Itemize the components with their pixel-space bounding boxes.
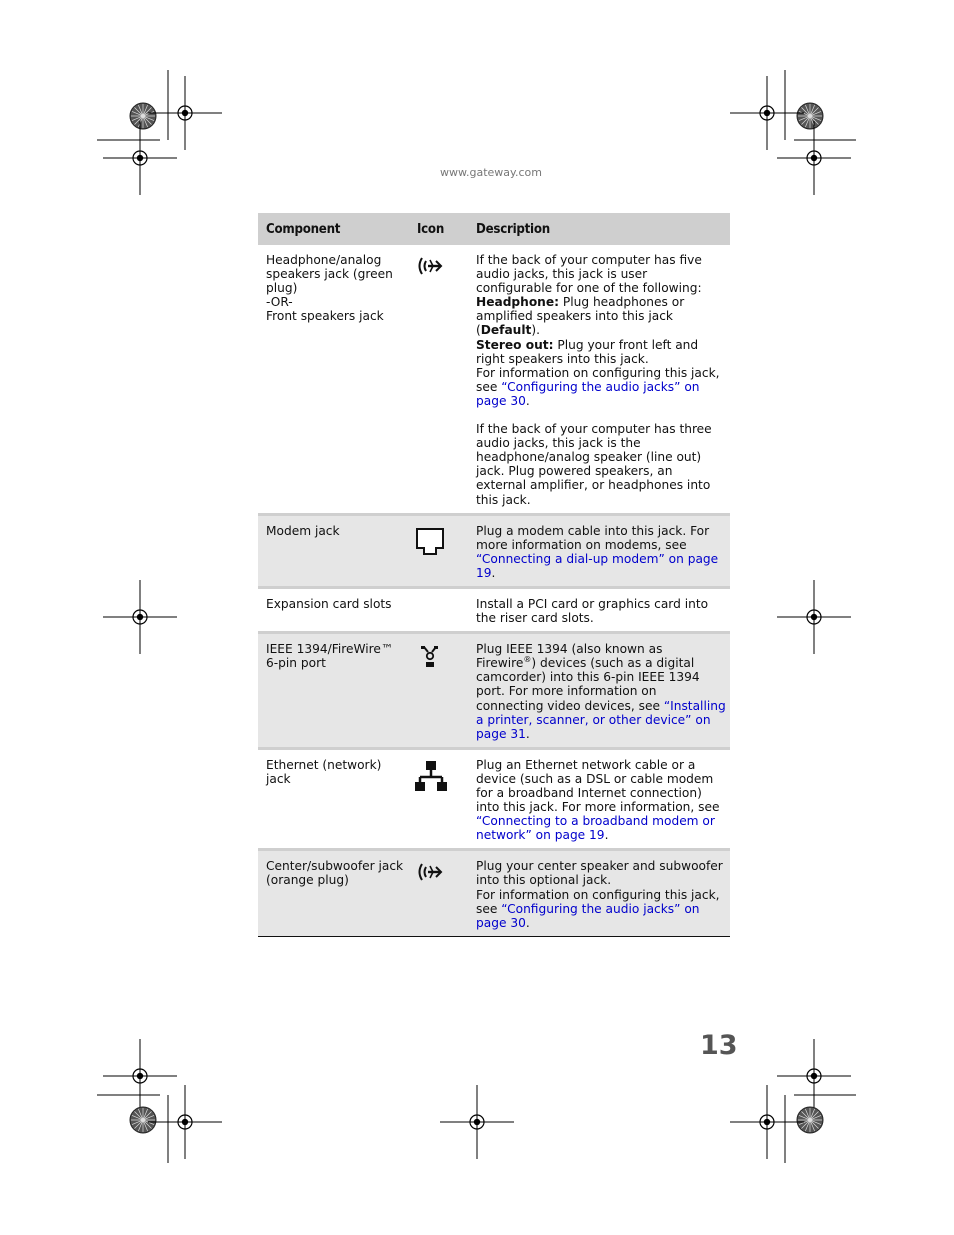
audio-jack-icon xyxy=(415,861,445,883)
table-row xyxy=(258,587,730,632)
description-text: . xyxy=(525,393,530,408)
description-text: ) devices (such as a digital camcorder) into this 6-pin IEEE 1394 port. For more information on connecting video devices, see xyxy=(476,656,700,713)
table-row xyxy=(258,633,730,749)
component-text: Front speakers jack xyxy=(266,309,384,324)
header-icon: Icon xyxy=(409,213,468,245)
firewire-icon xyxy=(415,644,445,670)
component-cell: IEEE 1394/FireWire™ 6-pin port xyxy=(258,633,409,749)
description-cell xyxy=(468,633,730,749)
component-cell: Modem jack xyxy=(258,514,409,587)
cross-reference-link[interactable]: “Connecting a dial-up modem” on page 19 xyxy=(476,551,719,580)
cross-reference-link[interactable]: “Configuring the audio jacks” on page 30 xyxy=(476,901,700,930)
cross-reference-link[interactable]: “Configuring the audio jacks” on page 30 xyxy=(476,379,700,408)
description-text: If the back of your computer has three audio jacks, this jack is the headphone/analog speaker (line out) jack. Plug powered speakers, an external amplifier, or headphones into this jack. xyxy=(476,422,712,507)
modem-jack-icon xyxy=(415,526,445,558)
description-text: . xyxy=(491,565,496,580)
page-number: 13 xyxy=(700,1030,738,1061)
component-text: Headphone/analog speakers jack (green plug) xyxy=(266,253,393,296)
description-cell: Install a PCI card or graphics card into the riser card slots. xyxy=(468,587,730,632)
component-cell: Ethernet (network) jack xyxy=(258,748,409,850)
header-url: www.gateway.com xyxy=(440,166,542,179)
description-text: For information on configuring this jack, see xyxy=(476,887,720,916)
cross-reference-link[interactable]: “Connecting to a broadband modem or network” on page 19 xyxy=(476,814,715,843)
option-label: Headphone: xyxy=(476,295,560,310)
component-cell: Expansion card slots xyxy=(258,587,409,632)
table-row xyxy=(258,748,730,850)
description-cell xyxy=(468,748,730,850)
description-text: Plug an Ethernet network cable or a device (such as a DSL or cable modem for a broadband Internet connection) into this jack. For more information, see xyxy=(476,757,720,815)
component-text: -OR- xyxy=(266,295,293,310)
description-cell xyxy=(468,850,730,936)
table-row xyxy=(258,245,730,514)
description-cell xyxy=(468,514,730,587)
description-text: Plug IEEE 1394 (also known as Firewire xyxy=(476,642,663,671)
description-text: If the back of your computer has five audio jacks, this jack is user configurable for one of the following: xyxy=(476,253,702,296)
ethernet-network-icon xyxy=(415,760,447,792)
icon-cell xyxy=(409,245,468,514)
header-component: Component xyxy=(258,213,409,245)
description-text: ). xyxy=(531,323,540,338)
cross-reference-link[interactable]: “Installing a printer, scanner, or other device” on page 31 xyxy=(476,698,726,741)
ports-table xyxy=(258,213,730,937)
description-text: . xyxy=(525,915,530,930)
description-text: For information on configuring this jack, see xyxy=(476,365,720,394)
table-row xyxy=(258,850,730,936)
table-row xyxy=(258,514,730,587)
description-text: Plug your front left and right speakers into this jack. xyxy=(476,337,699,366)
option-label: Stereo out: xyxy=(476,337,554,352)
icon-cell xyxy=(409,850,468,936)
audio-jack-icon xyxy=(415,255,445,277)
registered-mark: ® xyxy=(523,655,532,665)
component-cell xyxy=(258,245,409,514)
description-cell xyxy=(468,245,730,514)
description-text: Plug headphones or amplified speakers into this jack ( xyxy=(476,295,685,338)
icon-cell xyxy=(409,514,468,587)
icon-cell xyxy=(409,748,468,850)
table-header-row xyxy=(258,213,730,245)
default-label: Default xyxy=(480,323,532,338)
component-cell: Center/subwoofer jack (orange plug) xyxy=(258,850,409,936)
icon-cell xyxy=(409,587,468,632)
description-text: Plug a modem cable into this jack. For more information on modems, see xyxy=(476,523,710,552)
icon-cell xyxy=(409,633,468,749)
description-text: . xyxy=(525,726,530,741)
description-text: Plug your center speaker and subwoofer into this optional jack. xyxy=(476,859,723,888)
header-description: Description xyxy=(468,213,730,245)
description-text: . xyxy=(604,828,609,843)
